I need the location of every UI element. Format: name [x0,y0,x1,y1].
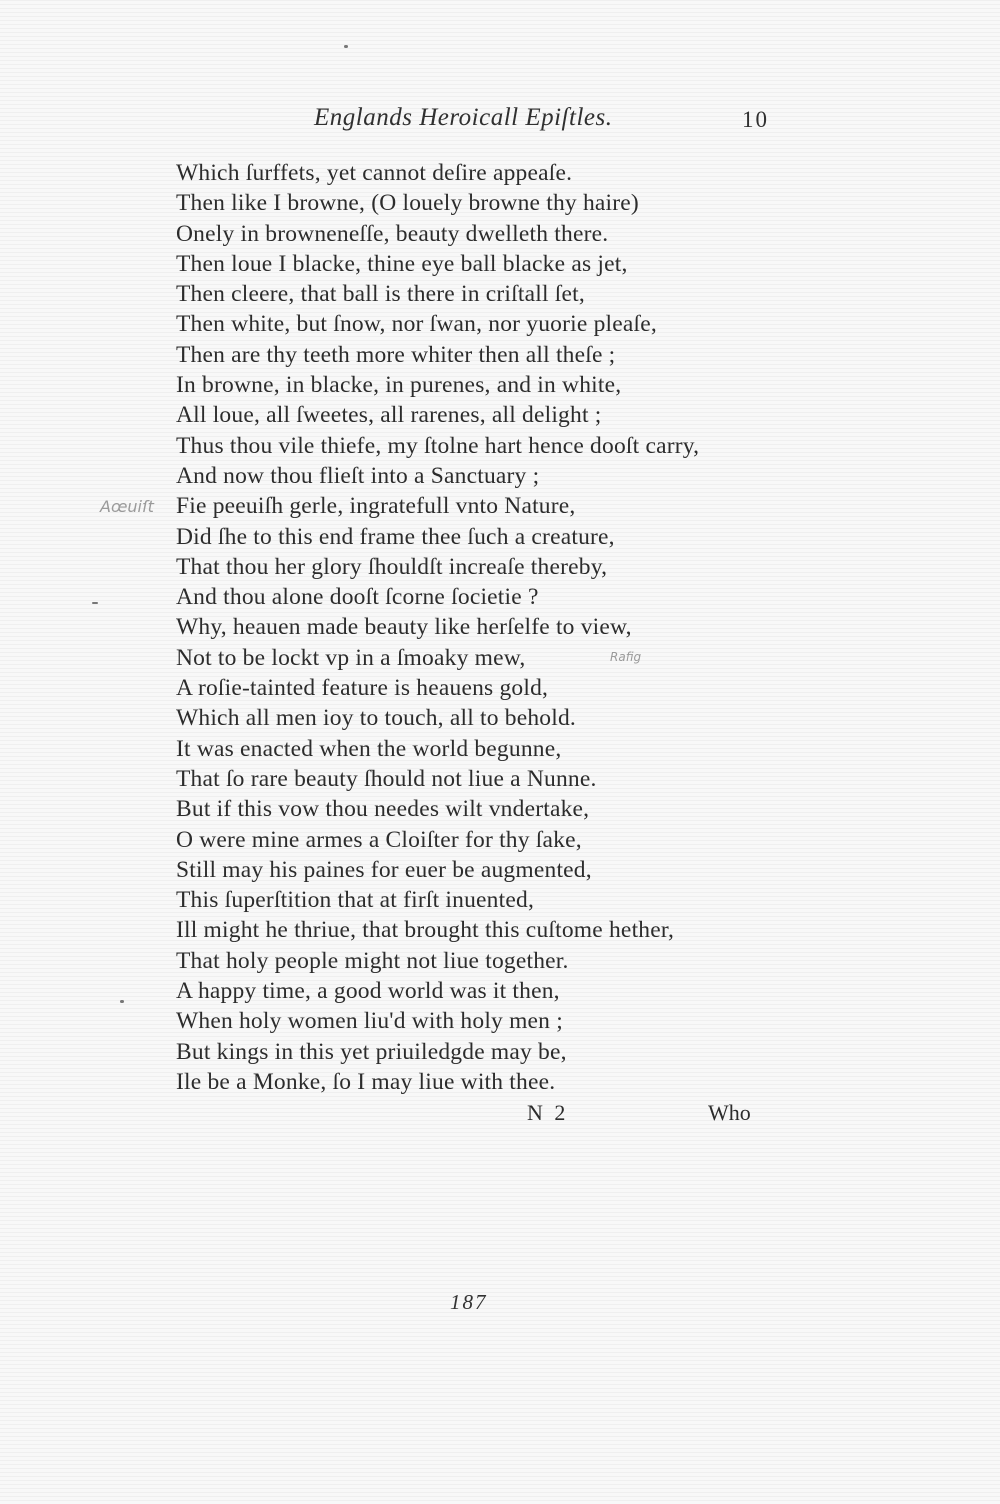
poem-line: Which ſurffets, yet cannot deſire appeaſe. [176,160,573,186]
poem-line: A roſie-tainted feature is heauens gold, [176,675,549,702]
poem-line: Then white, but ſnow, nor ſwan, nor yuorie pleaſe, [176,311,657,338]
poem-line: Onely in browneneſſe, beauty dwelleth there. [176,220,609,247]
ink-speck [92,602,98,604]
poem-line: Fie peeuiſh gerle, ingratefull vnto Nature, [176,493,576,520]
poem-line: And thou alone dooſt ſcorne ſocietie ? [176,584,539,611]
poem-line: When holy women liu'd with holy men ; [176,1008,563,1035]
running-title: Englands Heroicall Epiſtles. [314,104,613,131]
poem-line: All loue, all ſweetes, all rarenes, all delight ; [176,402,602,429]
poem-line: That thou her glory ſhouldſt increaſe thereby, [176,553,608,580]
poem-line: Then cleere, that ball is there in criſtall ſet, [176,281,585,308]
poem-line: Did ſhe to this end frame thee ſuch a creature, [176,523,615,550]
poem-line: It was enacted when the world begunne, [176,735,562,762]
margin-annotation-left: Aœuiſt [100,497,154,516]
poem-line: Why, heauen made beauty like herſelfe to view, [176,614,632,641]
page-number: 187 [450,1290,488,1314]
poem-line: Then are thy teeth more whiter then all theſe ; [176,341,616,368]
poem-line: O were mine armes a Cloiſter for thy ſake, [176,826,582,853]
margin-annotation-right: Rafig [610,650,642,664]
poem-line: Then like I browne, (O louely browne thy haire) [176,190,639,217]
folio-number: 10 [742,107,769,132]
poem-line: But if this vow thou needes wilt vndertake, [176,796,590,823]
poem-line: Then loue I blacke, thine eye ball blacke as jet, [176,250,628,277]
poem-line: That ſo rare beauty ſhould not liue a Nunne. [176,765,597,792]
poem-line: Ile be a Monke, ſo I may liue with thee. [176,1068,556,1095]
ink-speck [120,1000,124,1003]
poem-line: But kings in this yet priuiledgde may be, [176,1038,567,1065]
running-head [0,104,1000,140]
poem-line: In browne, in blacke, in purenes, and in white, [176,372,622,399]
poem-line: This ſuperſtition that at firſt inuented, [176,887,535,914]
poem-line: Not to be lockt vp in a ſmoaky mew, [176,644,526,671]
catchword: Who [708,1100,751,1125]
poem-line: Still may his paines for euer be augmented, [176,856,592,883]
ink-speck [344,45,348,48]
poem-line: And now thou flieſt into a Sanctuary ; [176,462,540,489]
poem-line: Which all men ioy to touch, all to behold. [176,705,576,732]
poem-line: A happy time, a good world was it then, [176,978,560,1005]
signature-mark: N 2 [527,1100,569,1125]
poem-line: That holy people might not liue together. [176,947,569,974]
poem-line: Ill might he thriue, that brought this cuſtome hether, [176,917,675,944]
poem-line: Thus thou vile thiefe, my ſtolne hart hence dooſt carry, [176,432,700,459]
poem-text [176,158,796,1097]
